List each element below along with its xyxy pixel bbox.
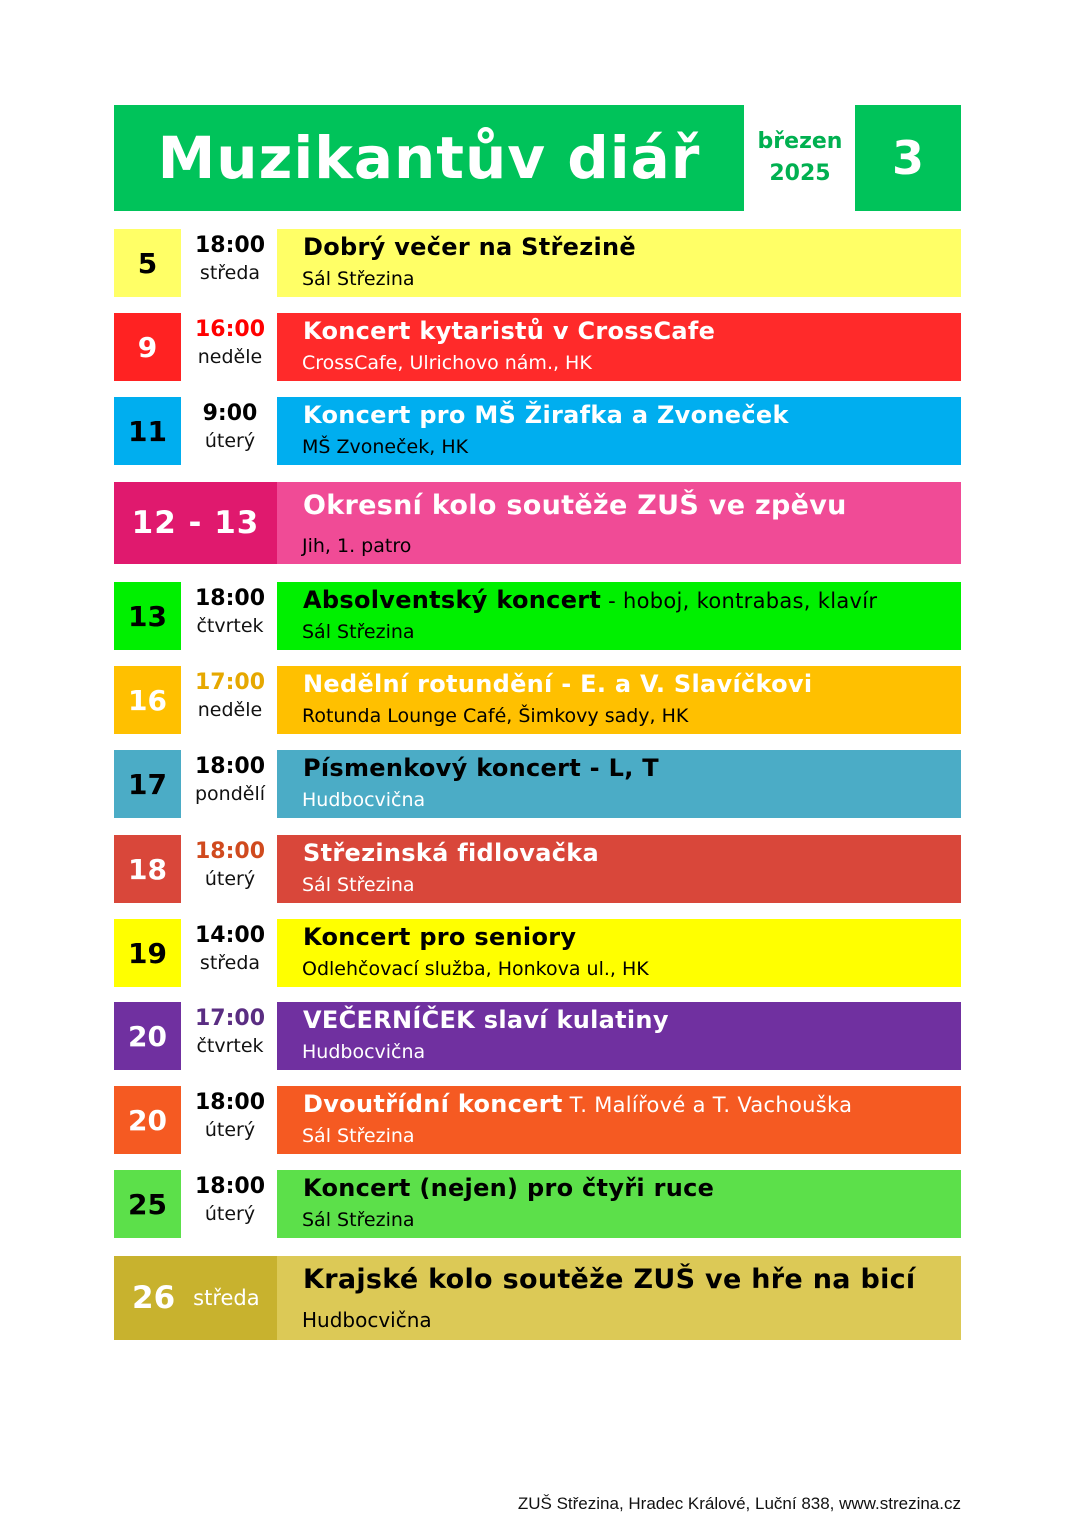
event-title: [303, 752, 659, 785]
event-row: [114, 1170, 961, 1238]
event-box: [277, 313, 961, 381]
event-box: [277, 1086, 961, 1154]
event-title: [303, 921, 576, 954]
event-day: 5: [114, 229, 181, 297]
event-weekday: čtvrtek: [196, 1035, 264, 1057]
year: 2025: [769, 161, 831, 186]
event-box: [277, 1256, 961, 1340]
event-row: [114, 1002, 961, 1070]
event-time: 18:00: [194, 1174, 266, 1199]
event-weekday: neděle: [197, 699, 263, 721]
event-place: CrossCafe, Ulrichovo nám., HK: [302, 352, 592, 374]
event-weekday: neděle: [197, 346, 263, 368]
event-day: 20: [114, 1086, 181, 1154]
event-time-box: [184, 582, 276, 650]
event-row: [114, 750, 961, 818]
event-title: [303, 837, 599, 870]
event-title: [303, 1004, 669, 1037]
event-time-box: [184, 835, 276, 903]
event-time: 16:00: [194, 317, 266, 342]
event-place: Hudbocvična: [302, 1308, 432, 1332]
footer-address: ZUŠ Střezina, Hradec Králové, Luční 838, www.strezina.cz: [517, 1494, 961, 1513]
event-place: Sál Střezina: [302, 1125, 415, 1147]
event-time-box: [184, 313, 276, 381]
event-box: [277, 750, 961, 818]
event-weekday: úterý: [204, 868, 256, 890]
event-title: [303, 1172, 714, 1205]
event-place: Hudbocvična: [302, 1041, 426, 1063]
event-box: [277, 919, 961, 987]
month-name: březen: [757, 129, 843, 154]
event-day: 13: [114, 582, 181, 650]
event-title-text: Koncert pro MŠ Žirafka a Zvoneček: [303, 401, 789, 429]
event-time-box: [184, 750, 276, 818]
event-title-text: Koncert kytaristů v CrossCafe: [303, 317, 716, 345]
event-weekday: středa: [193, 1286, 260, 1310]
event-time: 18:00: [194, 586, 266, 611]
event-title-text: Písmenkový koncert - L, T: [303, 754, 659, 782]
event-time-box: [184, 397, 276, 465]
event-title-text: Koncert (nejen) pro čtyři ruce: [303, 1174, 715, 1202]
event-days: 12 - 13: [114, 482, 277, 564]
event-date-box: [114, 1256, 277, 1340]
event-row: [114, 397, 961, 465]
event-weekday: středa: [199, 952, 261, 974]
event-title-text: Dobrý večer na Střezině: [303, 233, 637, 261]
event-row: [114, 313, 961, 381]
event-place: Hudbocvična: [302, 789, 426, 811]
event-box: [277, 835, 961, 903]
event-time: 9:00: [202, 401, 258, 426]
event-day: 20: [114, 1002, 181, 1070]
event-title-text: VEČERNÍČEK slaví kulatiny: [303, 1006, 669, 1034]
event-row: [114, 835, 961, 903]
event-time: 17:00: [194, 670, 266, 695]
event-time: 18:00: [194, 233, 266, 258]
event-box: [277, 482, 961, 564]
event-weekday: středa: [199, 262, 261, 284]
event-box: [277, 229, 961, 297]
event-row: [114, 1086, 961, 1154]
month-label: [748, 105, 852, 211]
event-title-extra: T. Malířové a T. Vachouška: [562, 1093, 853, 1117]
event-time: 14:00: [194, 923, 266, 948]
event-place: Odlehčovací služba, Honkova ul., HK: [302, 958, 649, 980]
event-place: Sál Střezina: [302, 874, 415, 896]
event-time-box: [184, 1086, 276, 1154]
event-day: 26: [132, 1280, 176, 1316]
event-day: 18: [114, 835, 181, 903]
event-time-box: [184, 1002, 276, 1070]
issue-number: 3: [855, 105, 961, 211]
event-title: [303, 668, 812, 701]
event-title: [303, 584, 877, 617]
event-day: 19: [114, 919, 181, 987]
event-place: Sál Střezina: [302, 268, 415, 290]
event-place: Sál Střezina: [302, 621, 415, 643]
event-row-special-2: [114, 1256, 961, 1340]
event-row-special-1: [114, 482, 961, 564]
event-row: [114, 229, 961, 297]
event-weekday: úterý: [204, 1203, 256, 1225]
event-day: 17: [114, 750, 181, 818]
event-row: [114, 582, 961, 650]
event-title-extra: - hoboj, kontrabas, klavír: [601, 589, 878, 613]
event-box: [277, 1170, 961, 1238]
event-title-text: Střezinská fidlovačka: [303, 839, 600, 867]
event-day: 9: [114, 313, 181, 381]
event-weekday: úterý: [204, 1119, 256, 1141]
event-day: 11: [114, 397, 181, 465]
event-title-text: Nedělní rotundění - E. a V. Slavíčkovi: [303, 670, 813, 698]
event-title: [303, 231, 636, 264]
event-time-box: [184, 1170, 276, 1238]
event-box: [277, 666, 961, 734]
event-title-text: Dvoutřídní koncert: [303, 1090, 563, 1118]
event-time: 18:00: [194, 754, 266, 779]
event-box: [277, 397, 961, 465]
event-day: 25: [114, 1170, 181, 1238]
event-day: 16: [114, 666, 181, 734]
event-place: Jih, 1. patro: [302, 535, 412, 557]
event-weekday: úterý: [204, 430, 256, 452]
event-title-text: Absolventský koncert: [303, 586, 602, 614]
event-place: Rotunda Lounge Café, Šimkovy sady, HK: [302, 705, 689, 727]
event-title: [303, 399, 789, 432]
event-time: 17:00: [194, 1006, 266, 1031]
event-time-box: [184, 919, 276, 987]
event-box: [277, 1002, 961, 1070]
event-time: 18:00: [194, 839, 266, 864]
page-title: Muzikantův diář: [114, 105, 744, 211]
event-title: [303, 315, 715, 348]
event-time-box: [184, 666, 276, 734]
event-place: MŠ Zvoneček, HK: [302, 436, 469, 458]
event-title: [303, 1088, 852, 1121]
event-weekday: pondělí: [194, 783, 266, 805]
event-time: 18:00: [194, 1090, 266, 1115]
event-row: [114, 666, 961, 734]
event-title: Krajské kolo soutěže ZUŠ ve hře na bicí: [303, 1264, 916, 1295]
event-title: Okresní kolo soutěže ZUŠ ve zpěvu: [303, 490, 847, 521]
event-box: [277, 582, 961, 650]
event-place: Sál Střezina: [302, 1209, 415, 1231]
event-row: [114, 919, 961, 987]
event-weekday: čtvrtek: [196, 615, 264, 637]
event-title-text: Koncert pro seniory: [303, 923, 577, 951]
event-time-box: [184, 229, 276, 297]
